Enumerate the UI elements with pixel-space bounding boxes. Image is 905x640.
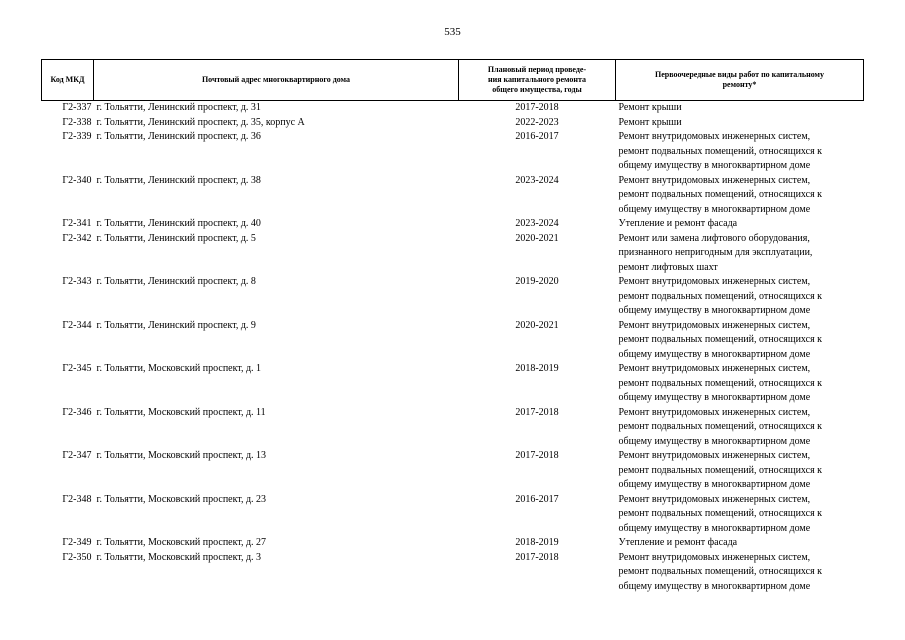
table-row: [42, 319, 864, 363]
row-code: Г2-339: [62, 131, 92, 142]
row-works-line: общему имуществу в многоквартирном доме: [618, 435, 811, 447]
row-period: 2019-2020: [515, 276, 559, 287]
row-address: г. Тольятти, Ленинский проспект, д. 35, корпус А: [96, 116, 305, 128]
row-works-line: ремонт подвальных помещений, относящихся к: [618, 189, 823, 200]
row-code: Г2-344: [62, 319, 92, 331]
row-address: г. Тольятти, Ленинский проспект, д. 40: [96, 218, 261, 229]
row-code: Г2-340: [62, 174, 92, 186]
row-code: Г2-338: [62, 116, 92, 128]
row-period: 2018-2019: [515, 363, 559, 374]
table-row: [42, 116, 864, 131]
table-row: [42, 130, 864, 174]
table-row: [42, 101, 864, 116]
table-row: [42, 536, 864, 551]
table-row: [42, 362, 864, 406]
row-works-line: Ремонт крыши: [618, 102, 682, 113]
row-address: г. Тольятти, Ленинский проспект, д. 38: [96, 174, 261, 186]
row-works-line: общему имуществу в многоквартирном доме: [618, 479, 811, 490]
row-works-line: общему имуществу в многоквартирном доме: [618, 305, 811, 316]
row-works: [616, 406, 864, 450]
row-address: г. Тольятти, Московский проспект, д. 23: [96, 493, 267, 505]
row-address: г. Тольятти, Ленинский проспект, д. 31: [96, 102, 261, 113]
page-number: 535: [444, 26, 461, 38]
row-address: г. Тольятти, Московский проспект, д. 27: [96, 537, 267, 548]
row-period: 2020-2021: [515, 232, 559, 244]
row-works-line: общему имуществу в многоквартирном доме: [618, 522, 811, 534]
row-works-line: ремонт подвальных помещений, относящихся к: [618, 290, 823, 302]
row-period: 2020-2021: [515, 319, 559, 331]
row-address: г. Тольятти, Московский проспект, д. 3: [96, 551, 262, 563]
row-works-line: Ремонт внутридомовых инженерных систем,: [618, 174, 811, 186]
row-code: Г2-343: [62, 276, 92, 287]
row-code: Г2-350: [62, 551, 92, 563]
row-works: [616, 449, 864, 493]
header-code: Код МКД: [42, 60, 94, 101]
row-period: 2023-2024: [515, 174, 559, 186]
row-works: [616, 275, 864, 319]
row-works: [616, 551, 864, 595]
row-code: Г2-337: [62, 102, 92, 113]
row-code: Г2-347: [62, 450, 92, 461]
row-works-line: общему имуществу в многоквартирном доме: [618, 348, 811, 360]
row-works: [616, 232, 864, 276]
row-works-line: ремонт подвальных помещений, относящихся к: [618, 145, 823, 157]
row-works-line: ремонт лифтовых шахт: [618, 261, 718, 273]
row-code: Г2-345: [62, 363, 92, 374]
table-row: [42, 406, 864, 450]
row-works-line: признанного непригодным для эксплуатации,: [618, 247, 813, 258]
row-works-line: ремонт подвальных помещений, относящихся к: [618, 421, 823, 432]
header-address: Почтовый адрес многоквартирного дома: [94, 60, 459, 101]
capital-repair-table: [41, 59, 864, 594]
row-address: г. Тольятти, Московский проспект, д. 13: [96, 450, 267, 461]
row-works: [616, 130, 864, 174]
row-works-line: Ремонт внутридомовых инженерных систем,: [618, 363, 811, 374]
row-works-line: Утепление и ремонт фасада: [618, 218, 738, 229]
row-works: [616, 217, 864, 232]
table-row: [42, 174, 864, 218]
row-works-line: ремонт подвальных помещений, относящихся к: [618, 334, 823, 345]
row-works-line: Ремонт внутридомовых инженерных систем,: [618, 319, 811, 331]
row-address: г. Тольятти, Ленинский проспект, д. 8: [96, 276, 256, 287]
row-works: [616, 362, 864, 406]
header-period: [459, 60, 616, 101]
row-works: [616, 116, 864, 131]
row-works-line: ремонт подвальных помещений, относящихся к: [618, 566, 823, 577]
row-period: 2016-2017: [515, 493, 559, 505]
table-row: [42, 275, 864, 319]
row-address: г. Тольятти, Ленинский проспект, д. 5: [96, 232, 256, 244]
row-code: Г2-341: [62, 218, 92, 229]
row-works-line: Ремонт внутридомовых инженерных систем,: [618, 450, 811, 461]
row-address: г. Тольятти, Московский проспект, д. 1: [96, 363, 262, 374]
row-works-line: Ремонт внутридомовых инженерных систем,: [618, 276, 811, 287]
row-period: 2016-2017: [515, 131, 559, 142]
row-works-line: ремонт подвальных помещений, относящихся к: [618, 377, 823, 389]
header-period-line: ния капитального ремонта: [488, 75, 586, 84]
row-code: Г2-342: [62, 232, 92, 244]
header-works-line: ремонту*: [722, 80, 757, 89]
row-code: Г2-348: [62, 493, 92, 505]
row-works-line: Утепление и ремонт фасада: [618, 537, 738, 548]
row-works: [616, 536, 864, 551]
table-row: [42, 232, 864, 276]
row-period: 2017-2018: [515, 450, 559, 461]
row-works-line: ремонт подвальных помещений, относящихся к: [618, 508, 823, 519]
row-works-line: общему имуществу в многоквартирном доме: [618, 580, 811, 592]
table-row: [42, 551, 864, 595]
row-works: [616, 319, 864, 363]
row-works-line: ремонт подвальных помещений, относящихся к: [618, 464, 823, 476]
row-period: 2017-2018: [515, 406, 559, 418]
row-code: Г2-349: [62, 537, 92, 548]
table-body: [42, 101, 864, 595]
table-row: [42, 493, 864, 537]
row-works-line: Ремонт крыши: [618, 116, 682, 128]
row-works-line: Ремонт внутридомовых инженерных систем,: [618, 406, 811, 418]
row-works: [616, 493, 864, 537]
header-period-line: общего имущества, годы: [492, 85, 582, 94]
row-period: 2023-2024: [515, 218, 559, 229]
row-works-line: общему имуществу в многоквартирном доме: [618, 203, 811, 215]
row-period: 2022-2023: [515, 116, 559, 128]
row-code: Г2-346: [62, 406, 92, 418]
row-address: г. Тольятти, Ленинский проспект, д. 36: [96, 131, 261, 142]
table-header: [42, 60, 864, 101]
table-row: [42, 217, 864, 232]
header-works-line: Первоочередные виды работ по капитальному: [654, 70, 824, 79]
row-works-line: Ремонт внутридомовых инженерных систем,: [618, 493, 811, 505]
row-works-line: общему имуществу в многоквартирном доме: [618, 160, 811, 171]
row-works-line: Ремонт внутридомовых инженерных систем,: [618, 131, 811, 142]
row-works-line: Ремонт внутридомовых инженерных систем,: [618, 551, 811, 563]
header-period-line: Плановый период проведе-: [487, 65, 587, 74]
row-period: 2018-2019: [515, 537, 559, 548]
row-period: 2017-2018: [515, 102, 559, 113]
row-works: [616, 174, 864, 218]
row-works-line: общему имуществу в многоквартирном доме: [618, 392, 811, 403]
row-address: г. Тольятти, Ленинский проспект, д. 9: [96, 319, 256, 331]
table-row: [42, 449, 864, 493]
row-period: 2017-2018: [515, 551, 559, 563]
header-works: [616, 60, 864, 101]
row-works: [616, 101, 864, 116]
row-works-line: Ремонт или замена лифтового оборудования,: [618, 232, 810, 244]
row-address: г. Тольятти, Московский проспект, д. 11: [96, 406, 266, 418]
